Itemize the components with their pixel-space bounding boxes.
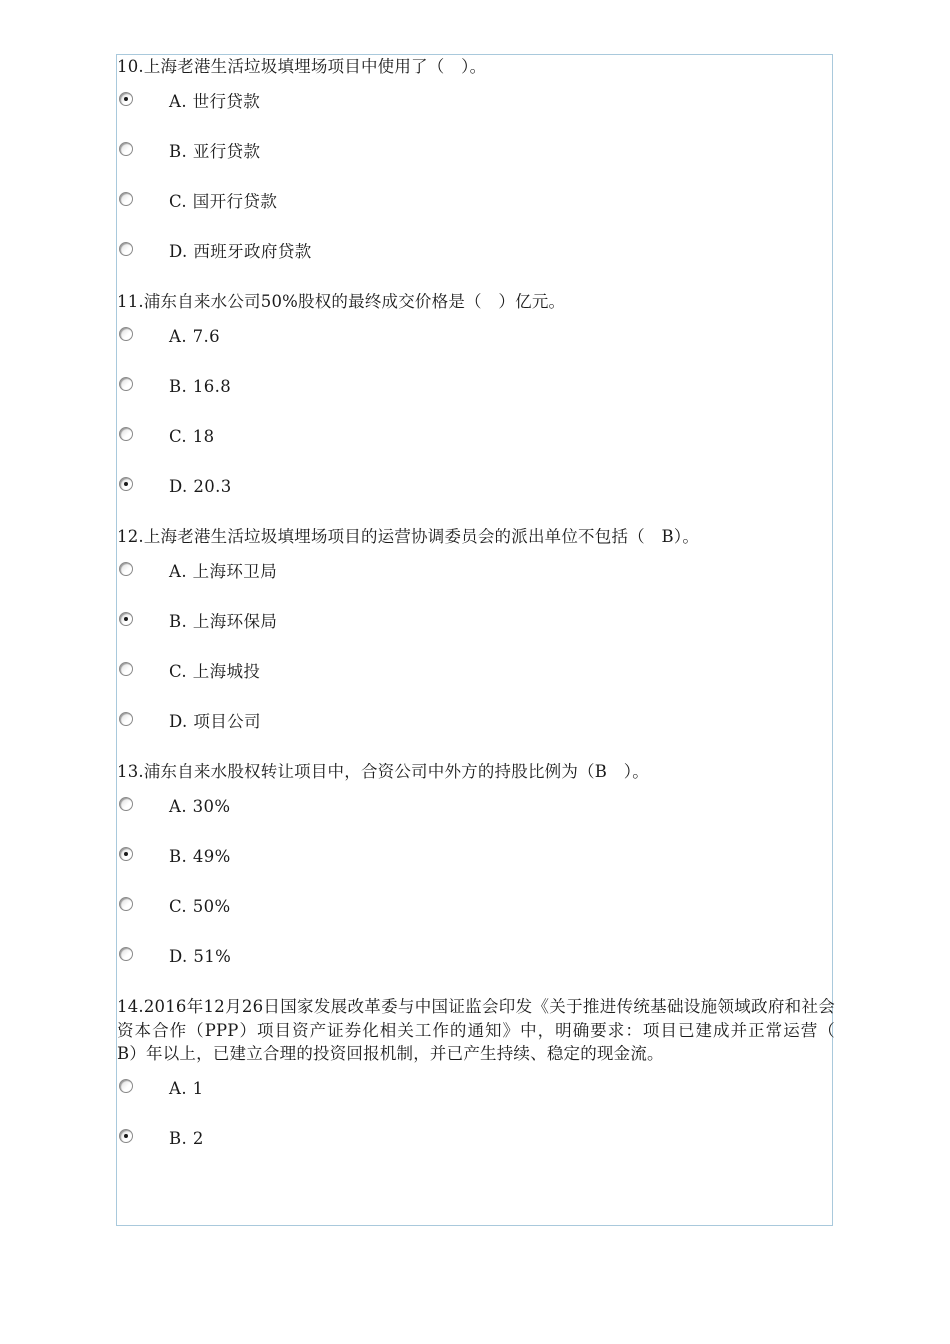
- option-label: A. 7.6: [169, 327, 221, 346]
- option-d[interactable]: [117, 239, 835, 289]
- option-c[interactable]: [117, 894, 835, 944]
- question-14: [117, 994, 852, 1176]
- option-label: D. 项目公司: [169, 712, 261, 731]
- radio-button[interactable]: [119, 612, 133, 626]
- option-d[interactable]: [117, 474, 835, 524]
- option-c[interactable]: [117, 424, 835, 474]
- question-text: 10.上海老港生活垃圾填埋场项目中使用了（ ）。: [117, 57, 487, 76]
- option-label: A. 1: [169, 1078, 204, 1098]
- option-a[interactable]: [117, 324, 835, 374]
- option-label: B. 2: [169, 1128, 204, 1148]
- option-b[interactable]: [117, 1126, 835, 1176]
- radio-button[interactable]: [119, 327, 133, 341]
- option-label: A. 上海环卫局: [169, 562, 278, 581]
- option-label: B. 16.8: [169, 377, 232, 396]
- option-d[interactable]: [117, 709, 835, 759]
- option-label: B. 亚行贷款: [169, 142, 261, 161]
- option-d[interactable]: [117, 944, 835, 994]
- radio-button[interactable]: [119, 242, 133, 256]
- option-label: D. 西班牙政府贷款: [169, 242, 312, 261]
- option-b[interactable]: [117, 609, 835, 659]
- radio-button[interactable]: [119, 662, 133, 676]
- radio-button[interactable]: [119, 562, 133, 576]
- option-label: C. 18: [169, 427, 215, 446]
- option-a[interactable]: [117, 559, 835, 609]
- radio-button[interactable]: [119, 1129, 133, 1143]
- radio-button[interactable]: [119, 897, 133, 911]
- radio-button[interactable]: [119, 142, 133, 156]
- option-b[interactable]: [117, 844, 835, 894]
- radio-button[interactable]: [119, 847, 133, 861]
- radio-button[interactable]: [119, 192, 133, 206]
- option-b[interactable]: [117, 139, 835, 189]
- option-label: C. 50%: [169, 897, 231, 916]
- option-a[interactable]: [117, 1076, 835, 1126]
- option-label: B. 上海环保局: [169, 612, 278, 631]
- question-list: [117, 54, 852, 1176]
- radio-button[interactable]: [119, 1079, 133, 1093]
- radio-button[interactable]: [119, 427, 133, 441]
- option-c[interactable]: [117, 659, 835, 709]
- radio-button[interactable]: [119, 947, 133, 961]
- option-label: C. 国开行贷款: [169, 192, 278, 211]
- question-text: 14.2016年12月26日国家发展改革委与中国证监会印发《关于推进传统基础设施领域政府和社会资本合作（PPP）项目资产证券化相关工作的通知》中，明确要求：项目已建成并正常运营（ B）年以上，已建立合理的投资回报机制，并已产生持续、稳定的现金流。: [117, 997, 852, 1063]
- radio-button[interactable]: [119, 712, 133, 726]
- option-c[interactable]: [117, 189, 835, 239]
- option-label: C. 上海城投: [169, 662, 261, 681]
- option-label: A. 世行贷款: [169, 92, 261, 111]
- question-11: [117, 289, 835, 524]
- question-text: 12.上海老港生活垃圾填埋场项目的运营协调委员会的派出单位不包括（ B）。: [117, 527, 700, 546]
- question-10: [117, 54, 835, 289]
- question-text: 11.浦东自来水公司50%股权的最终成交价格是（ ）亿元。: [117, 292, 566, 311]
- radio-button[interactable]: [119, 377, 133, 391]
- option-label: A. 30%: [169, 797, 231, 816]
- question-13: [117, 759, 835, 994]
- question-text: 13.浦东自来水股权转让项目中，合资公司中外方的持股比例为（B ）。: [117, 762, 649, 781]
- option-label: B. 49%: [169, 847, 231, 866]
- radio-button[interactable]: [119, 797, 133, 811]
- option-a[interactable]: [117, 794, 835, 844]
- option-b[interactable]: [117, 374, 835, 424]
- question-12: [117, 524, 835, 759]
- option-label: D. 51%: [169, 947, 232, 966]
- option-a[interactable]: [117, 89, 835, 139]
- radio-button[interactable]: [119, 92, 133, 106]
- option-label: D. 20.3: [169, 477, 232, 496]
- radio-button[interactable]: [119, 477, 133, 491]
